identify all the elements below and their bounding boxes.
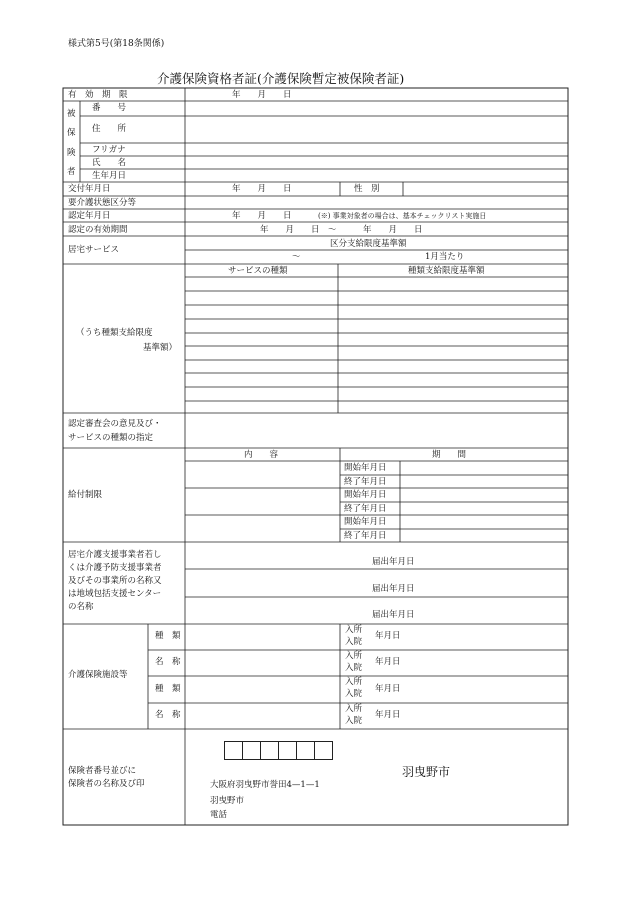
care-office-line-5: の名称 — [68, 602, 94, 612]
cert-period-end: 年 月 日 — [363, 225, 423, 235]
insurer-name: 羽曳野市 — [402, 765, 451, 779]
filing-date-1: 届出年月日 — [372, 557, 415, 567]
insured-char-2: 保 — [67, 128, 76, 138]
facility-name-1: 名 称 — [155, 657, 181, 667]
care-level-label: 要介護状態区分等 — [68, 198, 137, 208]
admit-date-4: 年月日 — [375, 710, 401, 720]
facility-kind-1: 種 類 — [155, 631, 181, 641]
opinion-label-2: サービスの種類の指定 — [68, 433, 154, 443]
cert-period-start: 年 月 日 〜 — [260, 225, 337, 235]
care-office-line-4: は地域包括支援センター — [68, 589, 162, 599]
start-date-2: 開始年月日 — [344, 490, 387, 500]
admit-3a: 入所 — [345, 677, 363, 687]
expiry-label: 有 効 期 限 — [68, 90, 128, 100]
page-title: 介護保険資格者証(介護保険暫定被保険者証) — [157, 71, 405, 86]
admit-2b: 入院 — [345, 663, 363, 673]
content-header: 内 容 — [244, 450, 279, 460]
insurer-address: 大阪府羽曳野市誉田4—1—1 — [210, 780, 320, 790]
insurer-city: 羽曳野市 — [210, 796, 245, 806]
care-office-line-1: 居宅介護支援事業者若し — [68, 550, 162, 560]
opinion-label-1: 認定審査会の意見及び・ — [68, 419, 162, 429]
type-limit-label-1: （うち種類支給限度 — [76, 328, 153, 338]
insured-char-1: 被 — [67, 109, 76, 119]
admit-date-1: 年月日 — [375, 631, 401, 641]
per-month: 1月当たり — [425, 252, 465, 262]
cert-period-label: 認定の有効期間 — [68, 225, 128, 235]
insurer-phone: 電話 — [210, 810, 228, 820]
type-limit-label-2: 基準額） — [143, 343, 178, 353]
insurer-digit-box — [296, 741, 315, 760]
facility-name-2: 名 称 — [155, 710, 181, 720]
insured-char-3: 険 — [67, 148, 76, 158]
admit-date-2: 年月日 — [375, 657, 401, 667]
cert-date-value: 年 月 日 — [232, 211, 292, 221]
admit-4a: 入所 — [345, 704, 363, 714]
limit-title: 区分支給限度基準額 — [330, 239, 407, 249]
end-date-3: 終了年月日 — [344, 531, 387, 541]
filing-date-3: 届出年月日 — [372, 610, 415, 620]
insurer-digit-box — [314, 741, 333, 760]
care-office-line-3: 及びその事業所の名称又 — [68, 576, 162, 586]
service-type-header: サービスの種類 — [228, 266, 288, 276]
insurer-digit-box — [260, 741, 279, 760]
insurer-digit-box — [242, 741, 261, 760]
insurer-number-boxes — [225, 741, 333, 760]
care-office-line-2: くは介護予防支援事業者 — [68, 563, 162, 573]
address-label: 住 所 — [92, 124, 127, 134]
insured-char-4: 者 — [67, 167, 76, 177]
home-service-label: 居宅サービス — [68, 245, 120, 255]
facility-kind-2: 種 類 — [155, 684, 181, 694]
birthdate-label: 生年月日 — [92, 171, 127, 181]
start-date-3: 開始年月日 — [344, 517, 387, 527]
insurer-digit-box — [224, 741, 243, 760]
filing-date-2: 届出年月日 — [372, 584, 415, 594]
admit-4b: 入院 — [345, 716, 363, 726]
admit-3b: 入院 — [345, 689, 363, 699]
start-date-1: 開始年月日 — [344, 463, 387, 473]
name-label: 氏 名 — [92, 158, 127, 168]
issue-date-value: 年 月 日 — [232, 184, 292, 194]
insurer-digit-box — [278, 741, 297, 760]
admit-2a: 入所 — [345, 651, 363, 661]
insurer-label-1: 保険者番号並びに — [68, 766, 137, 776]
cert-note: (※) 事業対象者の場合は、基本チェックリスト実施日 — [318, 212, 487, 220]
form-number-label: 様式第5号(第18条関係) — [68, 39, 165, 49]
type-limit-header: 種類支給限度基準額 — [408, 266, 485, 276]
benefit-limit-label: 給付制限 — [68, 490, 103, 500]
issue-date-label: 交付年月日 — [68, 184, 111, 194]
end-date-2: 終了年月日 — [344, 504, 387, 514]
expiry-date: 年 月 日 — [232, 90, 292, 100]
admit-1a: 入所 — [345, 625, 363, 635]
insurer-label-2: 保険者の名称及び印 — [68, 779, 145, 789]
admit-date-3: 年月日 — [375, 684, 401, 694]
period-header: 期 間 — [432, 450, 467, 460]
limit-tilde: 〜 — [292, 252, 301, 262]
furigana-label: フリガナ — [92, 145, 126, 155]
gender-label: 性 別 — [354, 184, 380, 194]
end-date-1: 終了年月日 — [344, 477, 387, 487]
admit-1b: 入院 — [345, 637, 363, 647]
cert-date-label: 認定年月日 — [68, 211, 111, 221]
facility-label: 介護保険施設等 — [68, 670, 128, 680]
number-label: 番 号 — [92, 103, 127, 113]
